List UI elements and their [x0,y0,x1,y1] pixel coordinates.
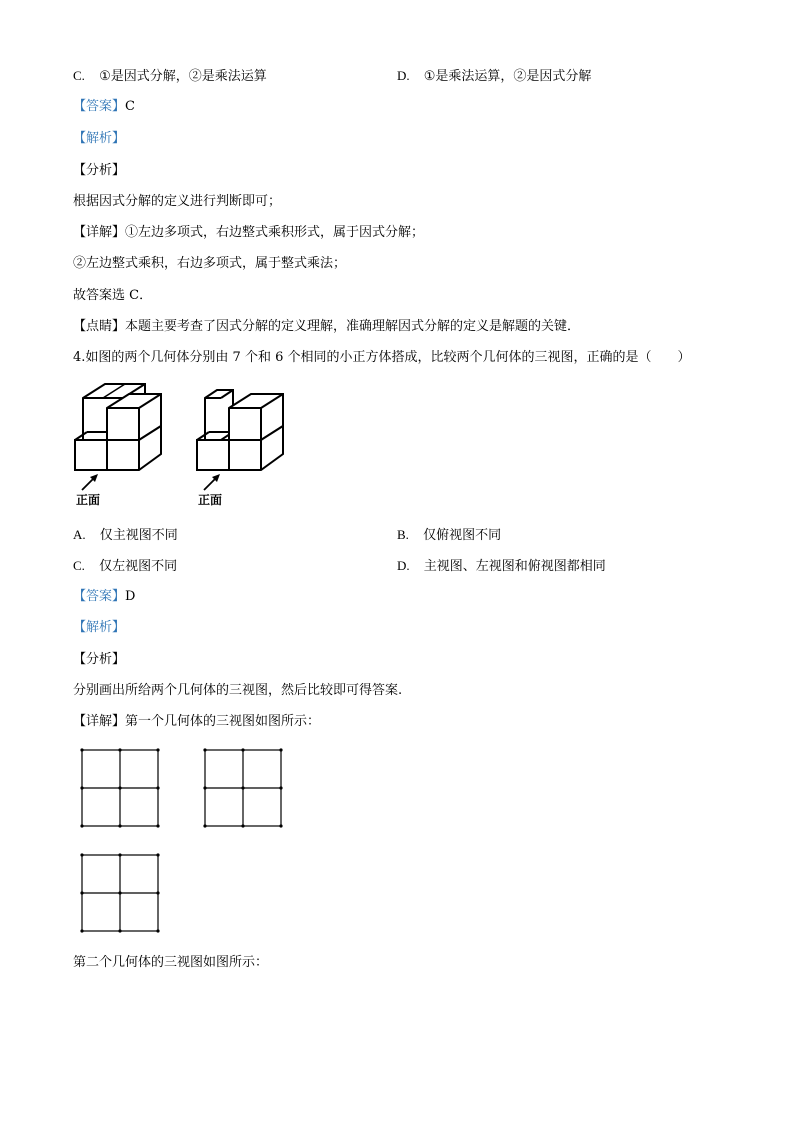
q4-option-c: C. 仅左视图不同 [73,558,178,574]
q3-conclusion: 故答案选 C． [73,288,153,303]
q3-answer: 【答案】C [73,99,135,114]
q4-solid-figures [70,380,290,510]
solid-1 [75,384,161,507]
q3-xiangjie: 【详解】①左边多项式，右边整式乘积形式，属于因式分解； [73,225,425,240]
q3-option-c: C. ①是因式分解，②是乘法运算 [73,68,267,84]
solid-2 [197,390,283,507]
q4-fenxi-tag: 【分析】 [73,652,126,667]
q3-fenxi-text: 根据因式分解的定义进行判断即可； [73,194,282,209]
q3-line2: ②左边整式乘积，右边多项式，属于整式乘法； [73,256,347,271]
q3-dianjing: 【点睛】本题主要考查了因式分解的定义理解，准确理解因式分解的定义是解题的关键． [73,319,581,334]
q3-option-d: D. ①是乘法运算，②是因式分解 [397,68,592,84]
q4-second-text: 第二个几何体的三视图如图所示： [73,955,269,970]
q4-stem: 4.如图的两个几何体分别由 7 个和 6 个相同的小正方体搭成，比较两个几何体的三视图，正确的是（ ） [73,350,691,365]
q3-analysis-tag: 【解析】 [73,131,126,146]
view-grid-front [78,746,162,830]
q4-fenxi-text: 分别画出所给两个几何体的三视图，然后比较即可得答案. [73,683,403,698]
q4-analysis-tag: 【解析】 [73,620,126,635]
q4-answer: 【答案】D [73,589,136,604]
solid-2-label: 正面 [198,493,223,507]
q3-fenxi-tag: 【分析】 [73,163,126,178]
q4-xiangjie: 【详解】第一个几何体的三视图如图所示： [73,714,321,729]
q4-option-b: B. 仅俯视图不同 [397,527,502,543]
view-grid-top [78,851,162,935]
view-grid-left [201,746,285,830]
q4-option-a: A. 仅主视图不同 [73,527,178,543]
q4-option-d: D. 主视图、左视图和俯视图都相同 [397,558,606,574]
solid-1-label: 正面 [76,493,101,507]
